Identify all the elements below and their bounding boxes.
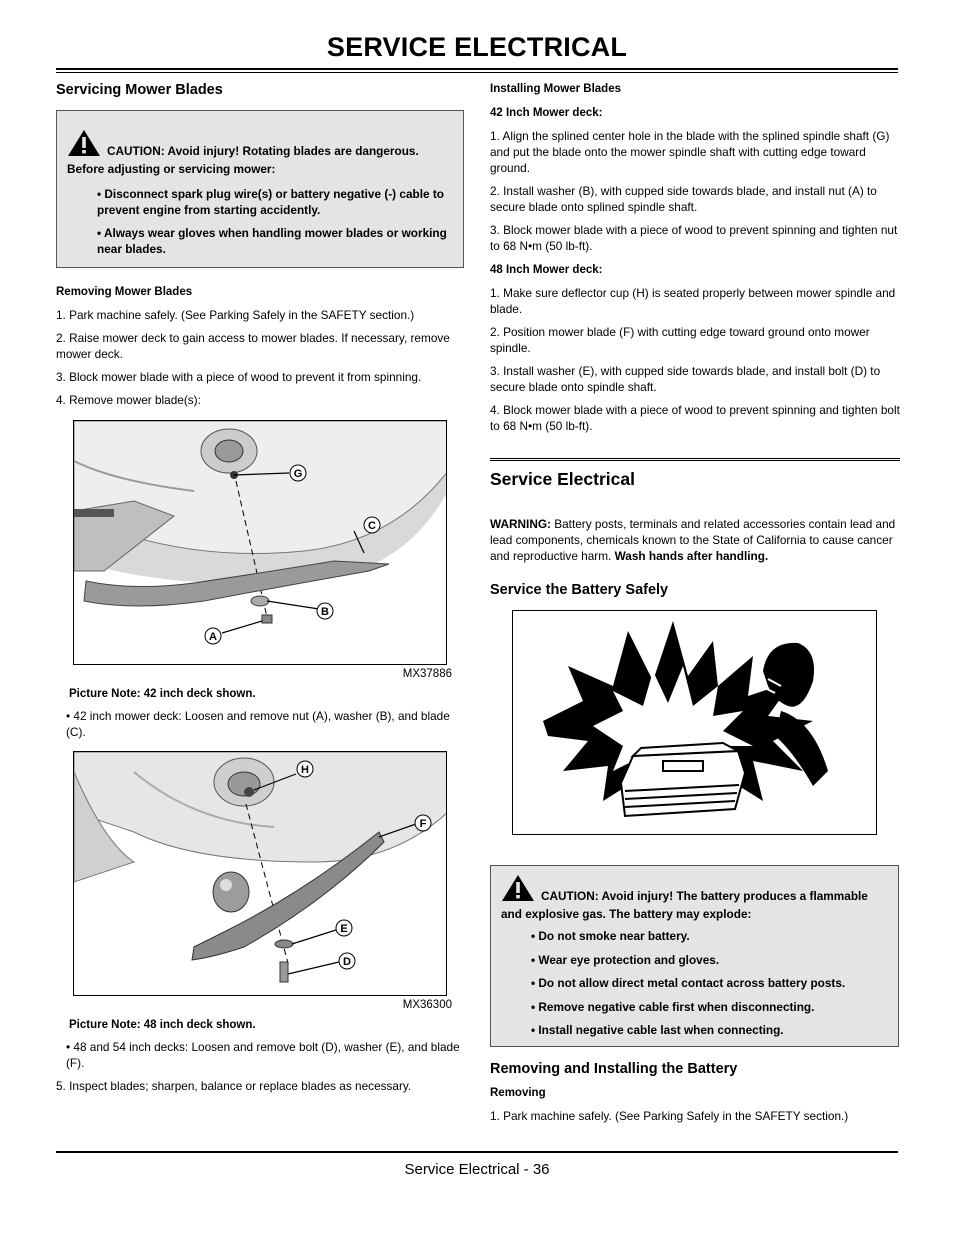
step-text: 5. Inspect blades; sharpen, balance or replace blades as necessary. bbox=[56, 1079, 412, 1093]
caution-bullet: • Do not smoke near battery. bbox=[531, 929, 690, 943]
picture-note: Picture Note: 48 inch deck shown. bbox=[69, 1019, 256, 1031]
step-text: 1. Park machine safely. (See Parking Safely in the SAFETY section.) bbox=[56, 308, 415, 322]
warning-label: WARNING: bbox=[490, 517, 551, 531]
caution-bullet: • Remove negative cable first when disconnecting. bbox=[531, 999, 815, 1014]
callout-label: A bbox=[209, 631, 217, 643]
caution-bullet: • Wear eye protection and gloves. bbox=[531, 952, 720, 967]
subheading-removing: Removing bbox=[490, 1086, 546, 1099]
step-text: 1. Make sure deflector cup (H) is seated properly between mower spindle and blade. bbox=[490, 286, 896, 316]
warning-triangle-icon bbox=[67, 129, 101, 162]
header-rule bbox=[56, 68, 898, 73]
warning-text: Battery posts, terminals and related accessories contain lead and lead components, chemicals known to the State of California to cause cancer and reproductive harm. bbox=[490, 517, 896, 563]
subheading-48-deck: 48 Inch Mower deck: bbox=[490, 264, 603, 276]
warning-triangle-icon bbox=[501, 874, 535, 907]
warning-emphasis: Wash hands after handling. bbox=[614, 549, 769, 563]
caution-box-battery bbox=[490, 865, 899, 1047]
figure-48-inch-deck bbox=[73, 751, 447, 996]
heading-remove-install-battery: Removing and Installing the Battery bbox=[490, 1060, 738, 1077]
step-text: 2. Raise mower deck to gain access to mower blades. If necessary, remove mower deck. bbox=[56, 331, 450, 361]
caution-lead-text: CAUTION: Avoid injury! The battery produces a flammable and explosive gas. The battery may explode: bbox=[501, 889, 868, 921]
battery-explosion-illustration bbox=[513, 611, 877, 835]
step-text: 3. Install washer (E), with cupped side towards blade, and install bolt (D) to secure blade onto spindle shaft. bbox=[490, 364, 881, 394]
figure-code: MX37886 bbox=[402, 668, 452, 680]
step-text: 1. Park machine safely. (See Parking Safely in the SAFETY section.) bbox=[490, 1108, 849, 1123]
caution-lead-text: CAUTION: Avoid injury! Rotating blades are dangerous. Before adjusting or servicing mower: bbox=[67, 144, 419, 176]
section-divider bbox=[490, 458, 900, 461]
figure-42-inch-deck bbox=[73, 420, 447, 665]
caution-bullet: • Always wear gloves when handling mower blades or working near blades. bbox=[97, 226, 447, 256]
step-text: 2. Install washer (B), with cupped side towards blade, and install nut (A) to secure blade onto splined spindle shaft. bbox=[490, 184, 877, 214]
heading-service-battery: Service the Battery Safely bbox=[490, 582, 669, 598]
callout-label: H bbox=[301, 764, 309, 776]
callout-label: D bbox=[343, 956, 351, 968]
step-text: 3. Block mower blade with a piece of wood to prevent spinning and tighten nut to 68 N•m (50 lb-ft). bbox=[490, 223, 898, 253]
subheading-installing-blades: Installing Mower Blades bbox=[490, 83, 621, 95]
callout-label: B bbox=[321, 606, 329, 618]
step-text: 2. Position mower blade (F) with cutting edge toward ground onto mower spindle. bbox=[490, 325, 870, 355]
callout-label: F bbox=[419, 818, 427, 830]
step-text: 1. Align the splined center hole in the blade with the splined spindle shaft (G) and put the blade onto the mower spindle shaft with cutting edge toward ground. bbox=[490, 129, 890, 175]
caution-lead bbox=[501, 874, 890, 922]
section-heading-servicing-blades: Servicing Mower Blades bbox=[56, 82, 223, 98]
step-text: 4. Block mower blade with a piece of wood to prevent spinning and tighten bolt to 68 N•m (50 lb-ft). bbox=[490, 403, 900, 433]
battery-explosion-figure bbox=[512, 610, 877, 835]
subheading-removing-blades: Removing Mower Blades bbox=[56, 286, 193, 298]
step-text: 4. Remove mower blade(s): bbox=[56, 393, 201, 407]
caution-lead bbox=[67, 129, 455, 177]
subheading-42-deck: 42 Inch Mower deck: bbox=[490, 107, 603, 119]
callout-label: E bbox=[340, 923, 348, 935]
picture-note: Picture Note: 42 inch deck shown. bbox=[69, 688, 256, 700]
section-heading-service-electrical: Service Electrical bbox=[490, 469, 635, 489]
footer-rule bbox=[56, 1151, 898, 1153]
callout-label: G bbox=[293, 468, 303, 480]
right-column bbox=[490, 80, 900, 1131]
bullet-text: • 42 inch mower deck: Loosen and remove nut (A), washer (B), and blade (C). bbox=[66, 709, 450, 739]
caution-bullet: • Disconnect spark plug wire(s) or battery negative (-) cable to prevent engine from starting accidently. bbox=[97, 187, 444, 217]
left-column bbox=[56, 80, 464, 1101]
caution-bullet: • Install negative cable last when connecting. bbox=[531, 1023, 784, 1037]
callout-label: C bbox=[368, 520, 376, 532]
mower-deck-48-illustration bbox=[74, 752, 447, 996]
warning-paragraph bbox=[490, 516, 900, 564]
step-text: 3. Block mower blade with a piece of wood to prevent it from spinning. bbox=[56, 370, 422, 384]
figure-code: MX36300 bbox=[402, 999, 452, 1011]
page-title: SERVICE ELECTRICAL bbox=[326, 32, 628, 62]
bullet-text: • 48 and 54 inch decks: Loosen and remove bolt (D), washer (E), and blade (F). bbox=[66, 1040, 460, 1070]
mower-deck-42-illustration bbox=[74, 421, 447, 665]
page-footer: Service Electrical - 36 bbox=[404, 1161, 550, 1178]
caution-bullet: • Do not allow direct metal contact across battery posts. bbox=[531, 976, 846, 990]
caution-box-blades bbox=[56, 110, 464, 268]
